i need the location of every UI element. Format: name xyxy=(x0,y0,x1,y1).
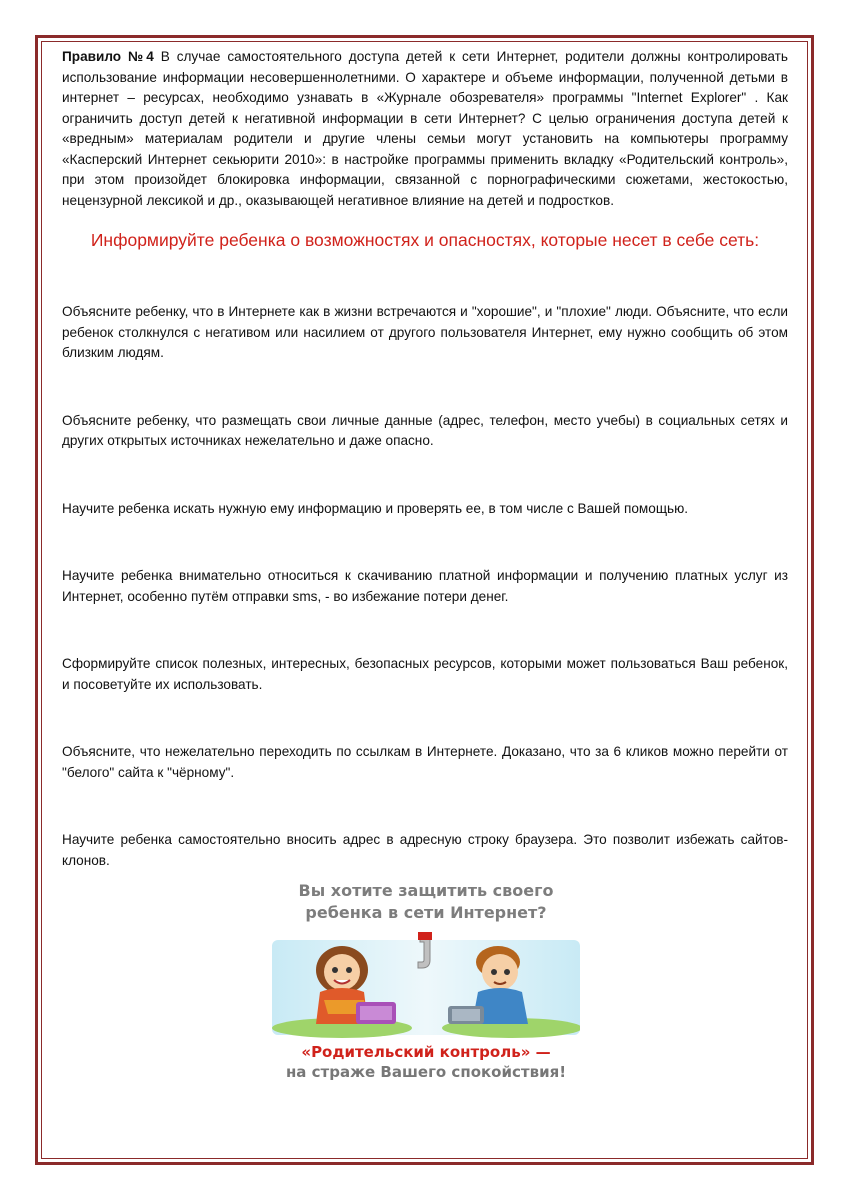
tip-paragraph: Объясните ребенку, что в Интернете как в жизни встречаются и "хорошие", и "плохие" люди. Объясните, что если ребенок столкнулся с негативом или насилием от другого пользователя Интернет, ему нужно сообщить об этом близким людям. xyxy=(62,304,788,360)
banner-title-line: ребенка в сети Интернет? xyxy=(305,903,547,922)
tip-paragraph: Объясните, что нежелательно переходить по ссылкам в Интернете. Доказано, что за 6 кликов можно перейти от "белого" сайта к "чёрному". xyxy=(62,744,788,780)
banner-footer xyxy=(272,1042,580,1082)
tip-paragraph: Объясните ребенку, что размещать свои личные данные (адрес, телефон, место учебы) в социальных сетях и других открытых источниках нежелательно и даже опасно. xyxy=(62,412,788,448)
parental-control-banner xyxy=(272,878,580,1088)
tip-paragraph: Сформируйте список полезных, интересных, безопасных ресурсов, которыми может пользоваться Ваш ребенок, и посоветуйте их использовать. xyxy=(62,656,788,692)
tip-paragraph: Научите ребенка внимательно относиться к скачиванию платной информации и получению платных услуг из Интернет, особенно путём отправки sms, - во избежание потери денег. xyxy=(62,568,788,604)
rule-label: Правило №4 xyxy=(62,49,154,64)
section-heading: Информируйте ребенка о возможностях и опасностях, которые несет в себе сеть: xyxy=(90,230,760,250)
banner-title-line: Вы хотите защитить своего xyxy=(298,881,554,900)
banner-slogan-red: «Родительский контроль» — xyxy=(301,1043,551,1061)
tip-paragraph: Научите ребенка самостоятельно вносить адрес в адресную строку браузера. Это позволит избежать сайтов-клонов. xyxy=(62,832,788,868)
tip-paragraph: Научите ребенка искать нужную ему информацию и проверять ее, в том числе с Вашей помощью. xyxy=(62,500,689,516)
banner-title xyxy=(272,880,580,924)
rule-text: В случае самостоятельного доступа детей к сети Интернет, родители должны контролировать использование информации несовершеннолетними. О характере и объеме информации, полученной детьми в интернет – ресурсах, необходимо узнавать в «Журнале обозревателя» программы "Internet Explorer" . Как ограничить доступ детей к негативной информации в сети Интернет? С целью ограничения доступа детей к «вредным» материалам родители и другие члены семьи могут установить на компьютеры программу «Касперский Интернет секьюрити 2010»: в настройке программы применить вкладку «Родительский контроль», при этом произойдет блокировка информации, связанной с порнографическими сюжетами, жестокостью, нецензурной лексикой и др., оказывающей негативное влияние на детей и подростков. xyxy=(62,49,788,208)
rule-paragraph xyxy=(62,47,788,211)
children-computers-illustration xyxy=(272,932,580,1042)
banner-slogan-grey: на страже Вашего спокойствия! xyxy=(285,1063,567,1081)
document-content xyxy=(62,47,788,871)
